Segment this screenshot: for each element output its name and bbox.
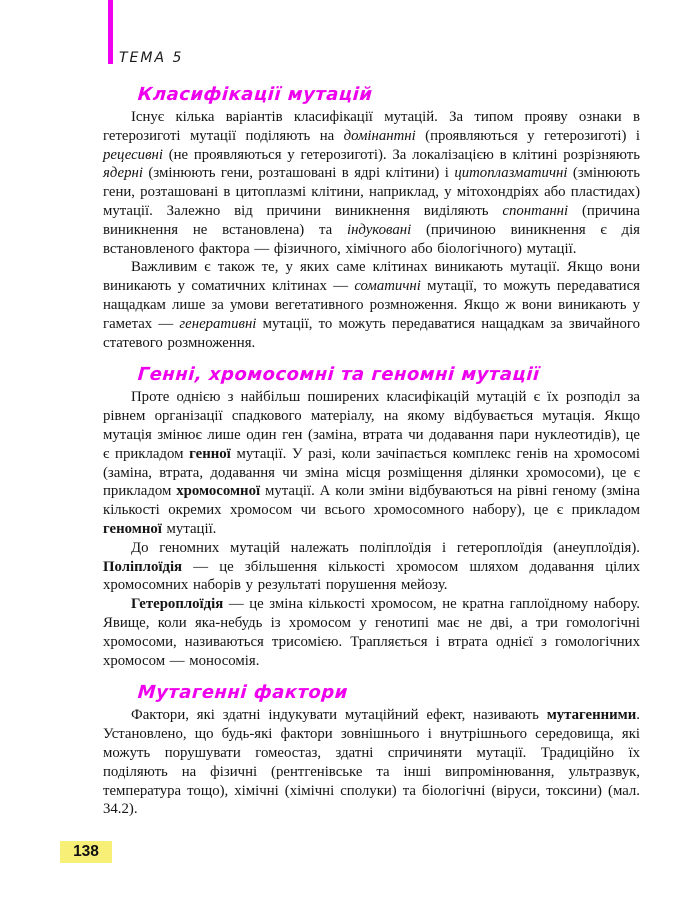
section-body xyxy=(103,706,640,819)
page-number: 138 xyxy=(60,841,112,863)
page-content xyxy=(103,84,640,819)
paragraph: Існує кілька варіантів класифікації мутацій. За типом прояву ознаки в гетерозиготі мутації поділяють на домінантні (проявляються у гетерозиготі) і рецесивні (не проявляються у гетерозиготі). За локалізацією в клітині розрізняють ядерні (змінюють гени, розташовані в ядрі клітини) і цитоплазматичні (змінюють гени, розташовані в цитоплазмі клітини, наприклад, у мітохондріях або пластидах) мутації. Залежно від причини виникнення виділяють спонтанні (причина виникнення не встановлена) та індуковані (причиною виникнення є дія встановленого фактора — фізичного, хімічного або біологічного) мутації. xyxy=(103,109,640,257)
section-heading: Мутагенні фактори xyxy=(137,682,349,704)
section-mutagenic-factors xyxy=(103,682,640,819)
section-body xyxy=(103,388,640,670)
paragraph: Важливим є також те, у яких саме клітинах виникають мутації. Якщо вони виникають у соматичних клітинах — соматичні мутації, то можуть передаватися нащадкам лише за умови вегетативного розмноження. Якщо ж вони виникають у гаметах — генеративні мутації, то можуть передаватися нащадкам за звичайного статевого розмноження. xyxy=(103,259,640,351)
section-gene-chromosome-genome-mutations xyxy=(103,364,640,670)
theme-label: ТЕМА 5 xyxy=(119,50,184,66)
paragraph: Проте однією з найбільш поширених класифікацій мутацій є їх розподіл за рівнем організації спадкового матеріалу, на якому відбувається мутація. Якщо мутація змінює лише один ген (заміна, втрата чи додавання пари нуклеотидів), це є прикладом генної мутації. У разі, коли зачіпається комплекс генів на хромосомі (заміна, втрата, додавання чи зміна місця розміщення ділянки хромосоми), це є прикладом хромосомної мутації. А коли зміни відбуваються на рівні геному (зміна кількості окремих хромосом чи всього хромосомного набору), це є прикладом геномної мутації. xyxy=(103,389,640,537)
section-body xyxy=(103,108,640,352)
section-heading: Генні, хромосомні та геномні мутації xyxy=(137,364,541,386)
paragraph: Гетероплоїдія — це зміна кількості хромосом, не кратна гаплоїдному набору. Явище, коли яка-небудь із хромосом у генотипі має не дві, а три гомологічні хромосоми, називаються трисомією. Трапляється і втрата однієї з гомологічних хромосом — моносомія. xyxy=(103,596,640,669)
paragraph: Фактори, які здатні індукувати мутаційний ефект, називають мутагенними. Установлено, що будь-які фактори зовнішнього і внутрішнього середовища, які можуть порушувати гомеостаз, здатні спричиняти мутації. Традиційно їх поділяють на фізичні (рентгенівське та інші випромінювання, ультразвук, температура тощо), хімічні (хімічні сполуки) та біологічні (віруси, токсини) (мал. 34.2). xyxy=(103,707,640,818)
section-mutation-classifications xyxy=(103,84,640,352)
section-heading: Класифікації мутацій xyxy=(137,84,374,105)
theme-accent-bar xyxy=(108,0,113,64)
paragraph: До геномних мутацій належать поліплоїдія і гетероплоїдія (анеуплоїдія). Поліплоїдія — це збільшення кількості хромосом шляхом додавання цілих хромосомних наборів у результаті порушення мейозу. xyxy=(103,539,640,594)
